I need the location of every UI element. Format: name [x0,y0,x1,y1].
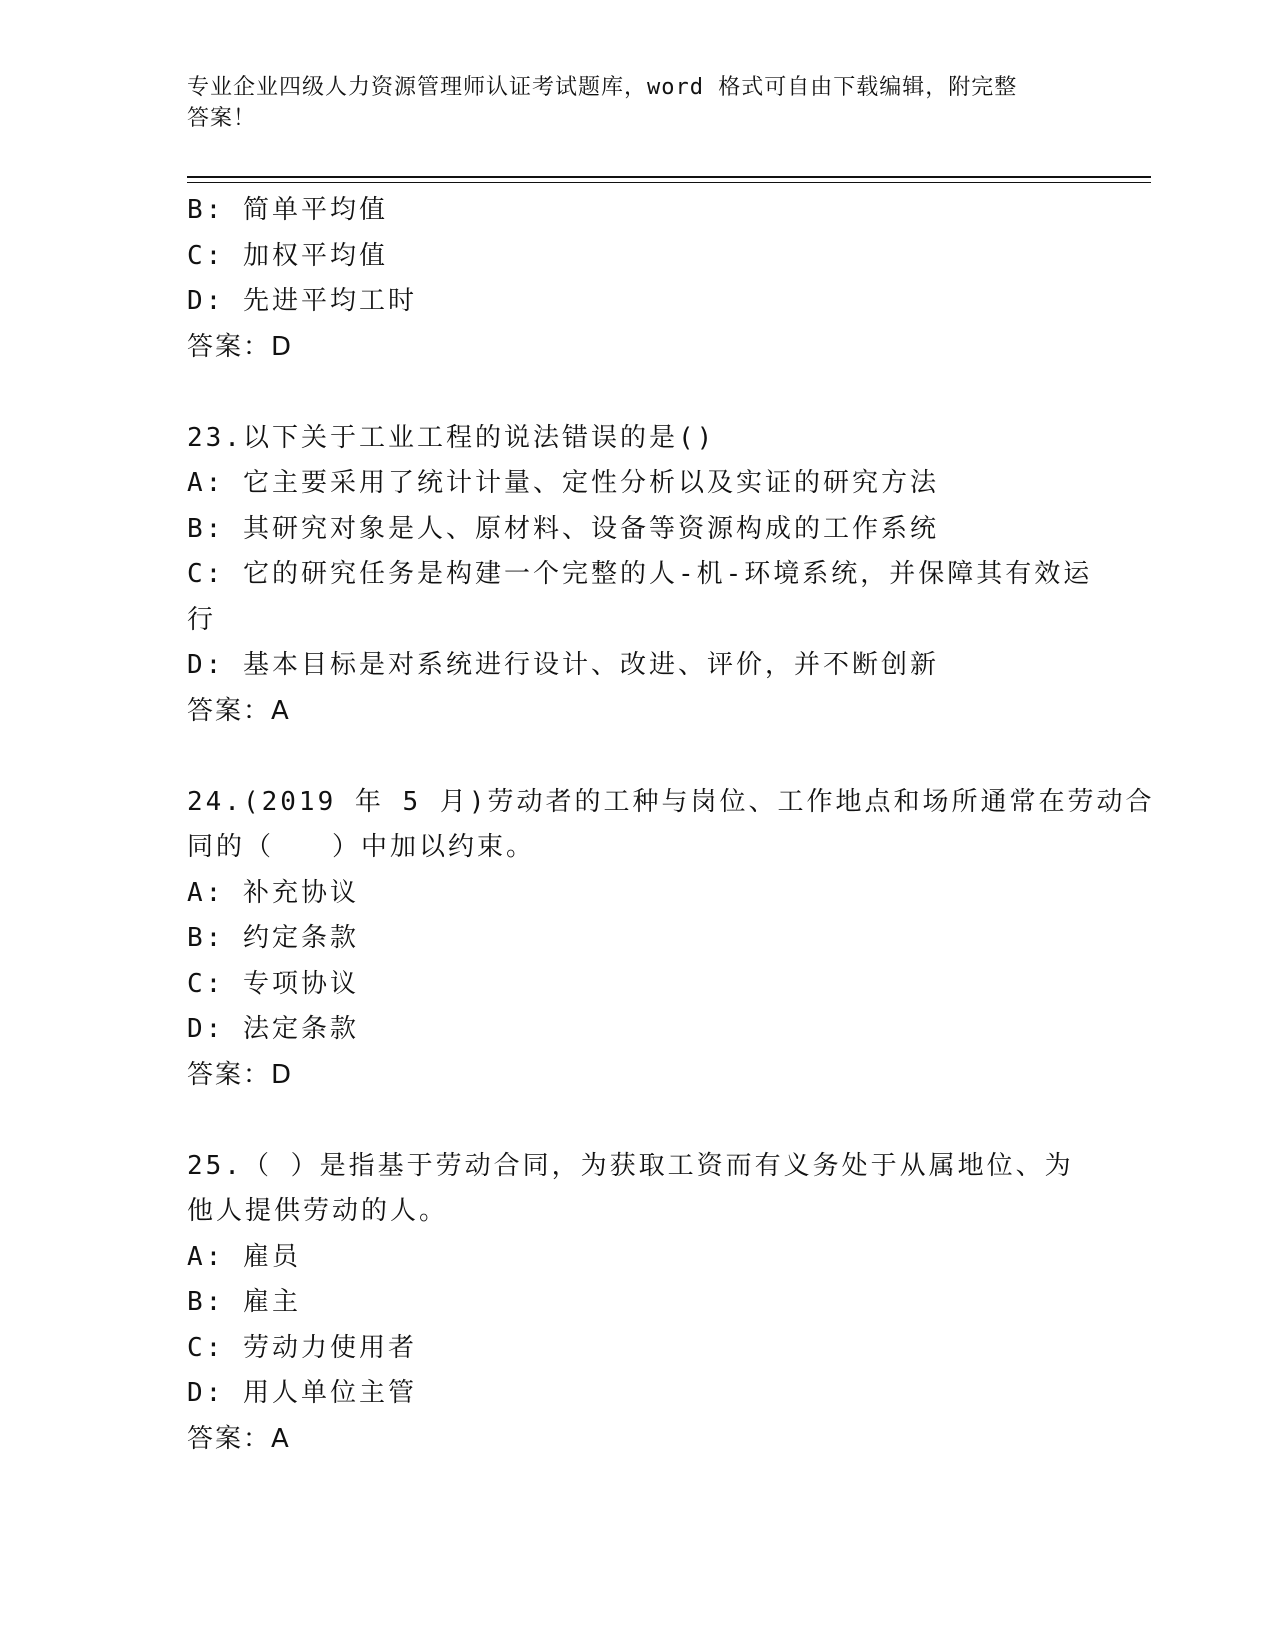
question-22 [187,188,1087,370]
option-d: D: 法定条款 [187,1014,359,1044]
option-b: B: 雇主 [187,1287,301,1317]
option-a: A: 它主要采用了统计计量、定性分析以及实证的研究方法 [187,468,939,498]
option-c-line-2: 行 [187,604,217,635]
option-c: C: 加权平均值 [187,240,388,271]
question-text-line-1: 24.(2019 年 5 月)劳动者的工种与岗位、工作地点和场所通常在劳动合 [187,786,1155,817]
option-c: C: 专项协议 [187,968,359,999]
option-d: D: 用人单位主管 [187,1378,417,1408]
question-23 [187,416,1093,735]
spacer [187,734,1087,780]
answer-line: 答案：A [187,695,291,726]
answer-line: 答案：D [187,1059,294,1090]
header-line-1: 专业企业四级人力资源管理师认证考试题库，word 格式可自由下载编辑，附完整 [187,75,1018,100]
spacer [187,370,1087,416]
question-text: 23.以下关于工业工程的说法错误的是() [187,422,716,453]
question-25 [187,1144,1087,1463]
answer-line: 答案：D [187,331,294,362]
header-divider-thin [187,182,1151,183]
option-c-line-1: C: 它的研究任务是构建一个完整的人-机-环境系统，并保障其有效运 [187,559,1093,589]
document-body [187,188,1155,1462]
question-text-line-2: 同的（ ）中加以约束。 [187,832,536,862]
option-b: B: 简单平均值 [187,195,388,225]
question-text-line-2: 他人提供劳动的人。 [187,1196,449,1226]
question-24 [187,780,1155,1099]
option-b: B: 其研究对象是人、原材料、设备等资源构成的工作系统 [187,513,939,544]
document-header [187,72,1067,134]
question-text-line-1: 25.（ ）是指基于劳动合同，为获取工资而有义务处于从属地位、为 [187,1150,1074,1181]
spacer [187,1098,1087,1144]
option-a: A: 补充协议 [187,877,359,908]
answer-line: 答案：A [187,1423,291,1454]
header-line-2: 答案！ [187,106,257,131]
option-b: B: 约定条款 [187,923,359,953]
option-c: C: 劳动力使用者 [187,1332,417,1363]
option-a: A: 雇员 [187,1241,301,1272]
option-d: D: 基本目标是对系统进行设计、改进、评价，并不断创新 [187,650,939,680]
header-divider-thick [187,176,1151,178]
option-d: D: 先进平均工时 [187,286,417,316]
